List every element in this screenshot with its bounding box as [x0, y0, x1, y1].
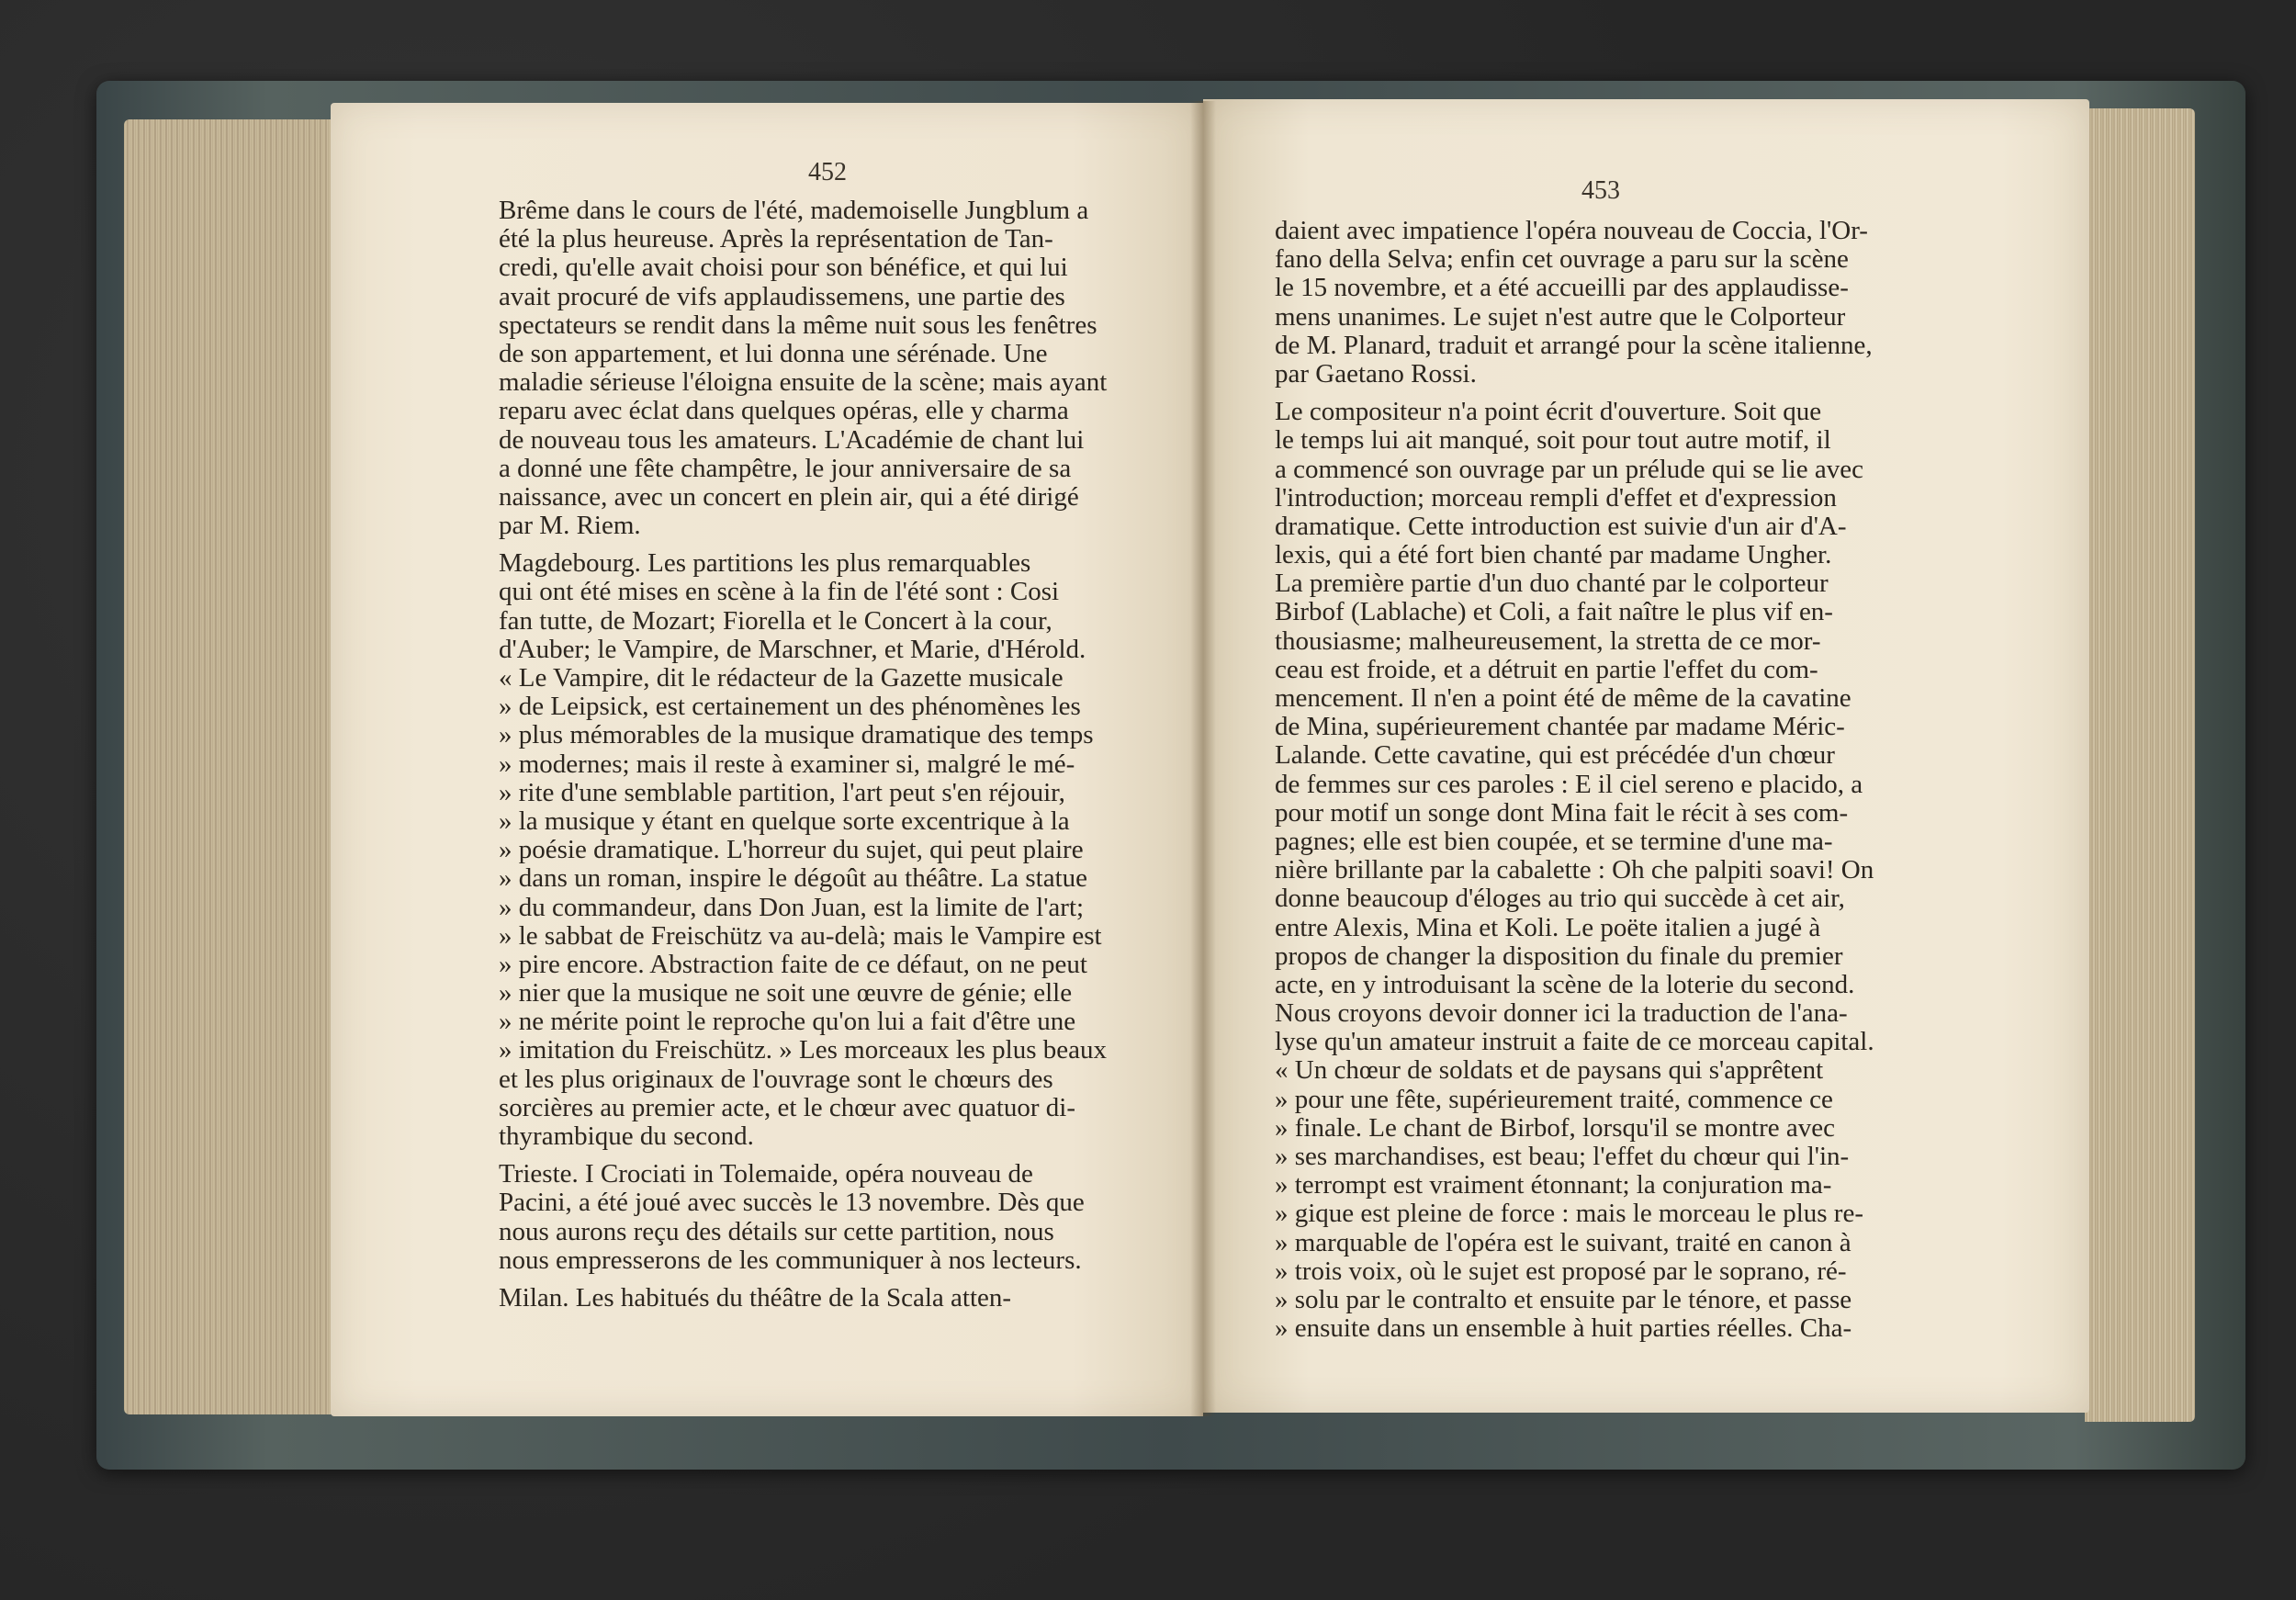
text-line: credi, qu'elle avait choisi pour son bénéfice, et qui lui	[499, 253, 1068, 283]
text-line: » imitation du Freischütz. » Les morceaux les plus beaux	[499, 1035, 1108, 1065]
text-line: » finale. Le chant de Birbof, lorsqu'il se montre avec	[1275, 1112, 1835, 1143]
text-line: nière brillante par la cabalette : Oh che palpiti soavi! On	[1275, 855, 1874, 885]
text-line: » dans un roman, inspire le dégoût au théâtre. La statue	[499, 863, 1088, 894]
text-line: Birbof (Lablache) et Coli, a fait naître le plus vif en-	[1275, 597, 1833, 627]
text-line: de Mina, supérieurement chantée par madame Méric-	[1275, 712, 1845, 742]
text-line: par M. Riem.	[499, 511, 641, 541]
text-line: fan tutte, de Mozart; Fiorella et le Concert à la cour,	[499, 605, 1052, 636]
text-line: » modernes; mais il reste à examiner si, malgré le mé-	[499, 749, 1075, 779]
text-line: de nouveau tous les amateurs. L'Académie de chant lui	[499, 424, 1085, 455]
text-line: Milan. Les habitués du théâtre de la Scala atten-	[499, 1282, 1012, 1313]
text-line: lyse qu'un amateur instruit a faite de ce morceau capital.	[1275, 1027, 1874, 1057]
text-line: de son appartement, et lui donna une sérénade. Une	[499, 338, 1048, 368]
text-line: thyrambique du second.	[499, 1121, 754, 1151]
book-gutter	[1190, 101, 1216, 1416]
text-line: de M. Planard, traduit et arrangé pour la scène italienne,	[1275, 330, 1873, 360]
text-line: a commencé son ouvrage par un prélude qui se lie avec	[1275, 454, 1863, 484]
text-line: maladie sérieuse l'éloigna ensuite de la scène; mais ayant	[499, 367, 1108, 398]
text-line: » du commandeur, dans Don Juan, est la limite de l'art;	[499, 892, 1085, 922]
text-line: » le sabbat de Freischütz va au-delà; mais le Vampire est	[499, 920, 1102, 951]
text-line: donne beaucoup d'éloges au trio qui succède à cet air,	[1275, 884, 1845, 914]
text-line: » poésie dramatique. L'horreur du sujet, qui peut plaire	[499, 835, 1084, 865]
left-page-text	[499, 197, 1107, 1313]
text-line: « Le Vampire, dit le rédacteur de la Gazette musicale	[499, 663, 1064, 693]
text-line: l'introduction; morceau rempli d'effet et d'expression	[1275, 482, 1837, 513]
text-line: nous aurons reçu des détails sur cette partition, nous	[499, 1216, 1054, 1246]
text-line: spectateurs se rendit dans la même nuit sous les fenêtres	[499, 310, 1097, 340]
text-line: lexis, qui a été fort bien chanté par madame Ungher.	[1275, 540, 1832, 570]
text-line: » ensuite dans un ensemble à huit parties réelles. Cha-	[1275, 1313, 1852, 1344]
text-line: » trois voix, où le sujet est proposé par le soprano, ré-	[1275, 1256, 1847, 1286]
text-line: fano della Selva; enfin cet ouvrage a paru sur la scène	[1275, 244, 1849, 275]
left-page-number: 452	[808, 158, 847, 186]
text-line: le temps lui ait manqué, soit pour tout autre motif, il	[1275, 425, 1831, 456]
text-line: de femmes sur ces paroles : E il ciel sereno e placido, a	[1275, 769, 1863, 799]
text-line: acte, en y introduisant la scène de la loterie du second.	[1275, 969, 1855, 999]
text-line: naissance, avec un concert en plein air, qui a été dirigé	[499, 481, 1079, 512]
text-line: » gique est pleine de force : mais le morceau le plus re-	[1275, 1199, 1863, 1229]
text-line: Magdebourg. Les partitions les plus remarquables	[499, 548, 1031, 579]
text-line: » ne mérite point le reproche qu'on lui a fait d'être une	[499, 1007, 1076, 1037]
page-edges-left	[124, 119, 335, 1414]
text-line: daient avec impatience l'opéra nouveau de Coccia, l'Or-	[1275, 216, 1868, 245]
text-line: » de Leipsick, est certainement un des phénomènes les	[499, 692, 1081, 722]
text-line: Nous croyons devoir donner ici la traduction de l'ana-	[1275, 998, 1848, 1029]
right-page-text	[1275, 217, 1874, 1343]
page-edges-right	[2085, 108, 2195, 1422]
text-line: propos de changer la disposition du finale du premier	[1275, 941, 1843, 971]
text-line: La première partie d'un duo chanté par le colporteur	[1275, 569, 1829, 599]
text-line: été la plus heureuse. Après la représentation de Tan-	[499, 224, 1053, 254]
text-line: pagnes; elle est bien coupée, et se termine d'une ma-	[1275, 826, 1833, 856]
text-line: Brême dans le cours de l'été, mademoiselle Jungblum a	[499, 196, 1089, 225]
text-line: mencement. Il n'en a point été de même de la cavatine	[1275, 683, 1851, 713]
text-line: ceau est froide, et a détruit en partie l'effet du com-	[1275, 654, 1818, 684]
text-line: qui ont été mises en scène à la fin de l'été sont : Cosi	[499, 577, 1060, 607]
text-line: » nier que la musique ne soit une œuvre de génie; elle	[499, 978, 1073, 1008]
text-line: et les plus originaux de l'ouvrage sont le chœurs des	[499, 1064, 1053, 1094]
text-line: « Un chœur de soldats et de paysans qui s'apprêtent	[1275, 1055, 1824, 1086]
text-line: dramatique. Cette introduction est suivie d'un air d'A-	[1275, 511, 1847, 541]
text-line: nous empresserons de les communiquer à nos lecteurs.	[499, 1245, 1082, 1275]
text-line: Le compositeur n'a point écrit d'ouverture. Soit que	[1275, 397, 1822, 427]
text-line: » ses marchandises, est beau; l'effet du chœur qui l'in-	[1275, 1142, 1850, 1171]
text-line: mens unanimes. Le sujet n'est autre que le Colporteur	[1275, 301, 1846, 332]
text-line: Lalande. Cette cavatine, qui est précédée d'un chœur	[1275, 740, 1835, 771]
text-line: » la musique y étant en quelque sorte excentrique à la	[499, 806, 1070, 836]
text-line: d'Auber; le Vampire, de Marschner, et Marie, d'Hérold.	[499, 634, 1086, 664]
text-line: pour motif un songe dont Mina fait le récit à ses com-	[1275, 797, 1849, 828]
text-line: a donné une fête champêtre, le jour anniversaire de sa	[499, 453, 1072, 483]
text-line: thousiasme; malheureusement, la stretta de ce mor-	[1275, 625, 1821, 656]
text-line: Trieste. I Crociati in Tolemaide, opéra nouveau de	[499, 1159, 1033, 1189]
text-line: entre Alexis, Mina et Koli. Le poëte italien a jugé à	[1275, 912, 1821, 942]
text-line: par Gaetano Rossi.	[1275, 358, 1477, 389]
text-line: Pacini, a été joué avec succès le 13 novembre. Dès que	[499, 1188, 1085, 1218]
text-line: » solu par le contralto et ensuite par le ténore, et passe	[1275, 1284, 1852, 1314]
text-line: sorcières au premier acte, et le chœur avec quatuor di-	[499, 1092, 1076, 1122]
text-line: » plus mémorables de la musique dramatique des temps	[499, 720, 1094, 750]
text-line: avait procuré de vifs applaudissemens, une partie des	[499, 281, 1065, 311]
text-line: » pire encore. Abstraction faite de ce défaut, on ne peut	[499, 949, 1087, 979]
text-line: » pour une fête, supérieurement traité, commence ce	[1275, 1084, 1833, 1114]
text-line: » rite d'une semblable partition, l'art peut s'en réjouir,	[499, 777, 1065, 807]
text-line: » marquable de l'opéra est le suivant, traité en canon à	[1275, 1227, 1851, 1257]
text-line: » terrompt est vraiment étonnant; la conjuration ma-	[1275, 1170, 1832, 1200]
text-line: reparu avec éclat dans quelques opéras, elle y charma	[499, 396, 1069, 426]
text-line: le 15 novembre, et a été accueilli par des applaudisse-	[1275, 273, 1849, 303]
right-page-number: 453	[1581, 176, 1620, 205]
